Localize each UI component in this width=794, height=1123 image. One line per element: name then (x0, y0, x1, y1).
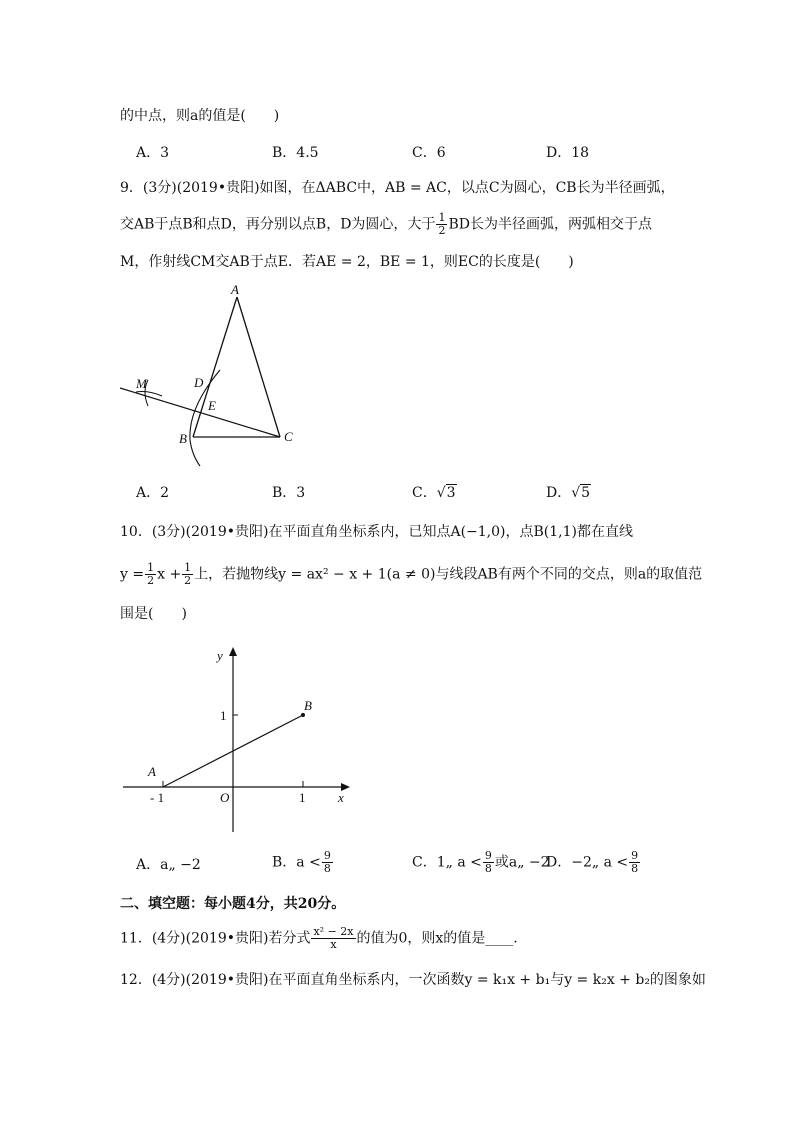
q10-option-d-fraction (629, 850, 640, 875)
ray-cm (120, 388, 280, 437)
q10-option-b-num: 9 (323, 849, 331, 862)
q10-frac1-den: 2 (147, 574, 155, 587)
q9-option-c-radicand: 3 (446, 485, 456, 501)
q8-option-d[interactable]: D．18 (546, 145, 590, 161)
q9-option-b[interactable]: B．3 (272, 485, 306, 501)
q10-option-b-den: 8 (323, 862, 331, 875)
q10-option-d[interactable] (546, 850, 641, 875)
q10-frac2-num: 1 (184, 561, 192, 574)
label-e: E (208, 398, 216, 413)
label-o: O (220, 790, 230, 805)
label-a: A (148, 764, 156, 779)
label-y: y (217, 648, 223, 663)
q10-option-b-label: B．a < (272, 854, 321, 871)
section-heading: 二、填空题：每小题4分，共20分。 (120, 896, 346, 912)
segment-ac (237, 297, 280, 437)
q9-stem-line2 (120, 212, 652, 237)
q8-option-a[interactable]: A．3 (136, 145, 170, 161)
q9-option-c[interactable] (412, 483, 457, 503)
label-x: x (338, 790, 344, 805)
y-axis-arrow-icon (229, 647, 237, 656)
label-1-x: 1 (299, 790, 306, 805)
q11-frac-num: x² − 2x (313, 925, 354, 938)
q11-frac-den: x (330, 938, 337, 951)
label-1-y: 1 (220, 708, 227, 723)
q10-frac2-den: 2 (184, 574, 192, 587)
q10-option-c[interactable] (412, 850, 550, 875)
q11-prefix: 11．(4分)(2019•贵阳)若分式 (120, 930, 311, 947)
q9-option-d[interactable] (546, 483, 591, 503)
q10-option-c-label: C．1„ a < (412, 854, 482, 871)
q9-line2-end: BD长为半径画弧，两弧相交于点 (448, 216, 652, 233)
q9-frac-den: 2 (438, 224, 446, 237)
q9-triangle-figure (110, 280, 320, 470)
segment-ab (193, 297, 237, 437)
q10-line2-end: 上，若抛物线y = ax² − x + 1(a ≠ 0)与线段AB有两个不同的交点，则a的取值范 (194, 566, 703, 583)
q10-option-d-label: D．−2„ a < (546, 854, 629, 871)
q10-option-c-fraction (483, 850, 494, 875)
q10-stem-line2 (120, 562, 702, 587)
q9-stem-line3: M，作射线CM交AB于点E．若AE = 2，BE = 1，则EC的长度是( ) (120, 254, 574, 270)
label-c: C (284, 429, 293, 444)
q9-option-a[interactable]: A．2 (136, 485, 170, 501)
q8-stem-line: 的中点，则a的值是( ) (120, 108, 280, 124)
label-neg-1: - 1 (150, 790, 165, 805)
q10-option-a[interactable]: A．a„ −2 (136, 857, 201, 873)
q9-option-d-label: D． (546, 485, 572, 501)
q9-frac-num: 1 (438, 211, 446, 224)
q8-option-c[interactable]: C．6 (412, 145, 446, 161)
sqrt-icon: √ (571, 485, 581, 501)
label-d: D (194, 375, 204, 390)
q10-option-b[interactable] (272, 850, 334, 875)
q11-stem (120, 926, 518, 951)
label-m: M (136, 376, 147, 391)
q10-option-d-den: 8 (631, 862, 639, 875)
q9-option-d-radicand: 5 (581, 485, 591, 501)
q12-stem-line1: 12．(4分)(2019•贵阳)在平面直角坐标系内，一次函数y = k₁x + b₁与y = k₂x + b₂的图象如 (120, 972, 706, 988)
q10-fraction-1 (145, 562, 156, 587)
q10-frac1-num: 1 (147, 561, 155, 574)
q10-option-b-fraction (322, 850, 333, 875)
q11-fraction (311, 926, 355, 951)
q10-fraction-2 (182, 562, 193, 587)
label-b: B (304, 698, 312, 713)
q9-option-c-label: C． (412, 485, 437, 501)
label-a: A (231, 282, 239, 297)
q10-line2-mid: x + (157, 566, 182, 583)
q10-stem-line3: 围是( ) (120, 606, 187, 622)
q9-stem-line1: 9．(3分)(2019•贵阳)如图，在ΔABC中，AB = AC，以点C为圆心，CB长为半径画弧， (120, 180, 675, 196)
q8-option-b[interactable]: B．4.5 (272, 145, 319, 161)
q10-line2-start: y = (120, 566, 145, 583)
label-b: B (179, 431, 187, 446)
sqrt-icon: √ (436, 485, 446, 501)
q9-line2-start: 交AB于点B和点D，再分别以点B，D为圆心，大于 (120, 216, 436, 233)
point-b (301, 713, 305, 717)
q10-option-c-den: 8 (484, 862, 492, 875)
q10-coordinate-figure (118, 642, 358, 842)
q10-option-c-num: 9 (484, 849, 492, 862)
q10-option-d-num: 9 (631, 849, 639, 862)
q11-suffix: 的值为0，则x的值是____. (356, 930, 518, 947)
q10-option-c-tail: 或a„ −2 (494, 854, 550, 871)
q9-half-fraction (436, 212, 447, 237)
q10-stem-line1: 10．(3分)(2019•贵阳)在平面直角坐标系内，已知点A(−1,0)，点B(1,1)都在直线 (120, 524, 633, 540)
